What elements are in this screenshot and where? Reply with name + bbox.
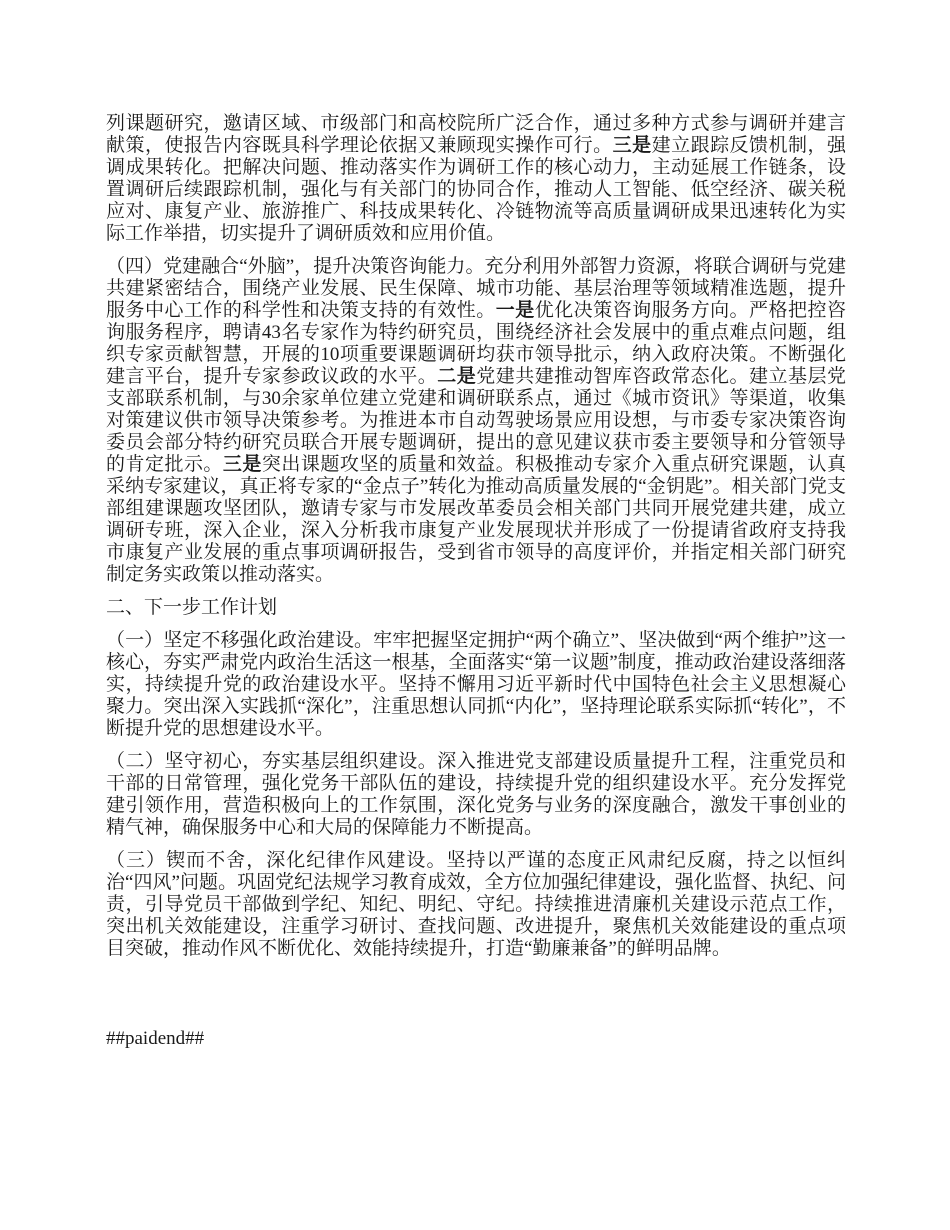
text-run: 党建共建推动智库咨政常态化。建立基层党支部联系机制，与30余家单位建立党建和调研联系点，通过《城市资讯》等渠道，收集对策建议供市领导决策参考。为推进本市自动驾驶场景应用设想，与市委专家决策咨询委员会部分特约研究员联合开展专题调研，提出的意见建议获市委主要领导和分管领导的肯定批示。 bbox=[106, 366, 846, 475]
bold-text-run: 二是 bbox=[437, 366, 477, 387]
text-run: 建立跟踪反馈机制，强调成果转化。把解决问题、推动落实作为调研工作的核心动力，主动延展工作链条，设置调研后续跟踪机制，强化与有关部门的协同合作，推动人工智能、低空经济、碳关税应对、康复产业、旅游推广、科技成果转化、冷链物流等高质量调研成果迅速转化为实际工作举措，切实提升了调研质效和应用价值。 bbox=[106, 135, 846, 244]
bold-text-run: 一是 bbox=[495, 300, 535, 321]
text-run: ##paidend## bbox=[106, 1028, 205, 1049]
text-run: （一）坚定不移强化政治建设。牢牢把握坚定拥护“两个确立”、坚决做到“两个维护”这一核心，夯实严肃党内政治生活这一根基，全面落实“第一议题”制度，推动政治建设落细落实，持续提升党的政治建设水平。坚持不懈用习近平新时代中国特色社会主义思想凝心聚力。突出深入实践抓“深化”，注重思想认同抓“内化”，坚持理论联系实际抓“转化”，不断提升党的思想建设水平。 bbox=[106, 630, 846, 739]
text-run: 列课题研究，邀请区域、市级部门和高校院所广泛合作，通过多种方式参与调研并建言献策，使报告内容既具科学理论依据又兼顾现实操作可行。 bbox=[106, 113, 846, 156]
paragraph-political-building bbox=[106, 630, 846, 740]
paragraph-discipline-building bbox=[106, 850, 846, 960]
text-run: 突出课题攻坚的质量和效益。积极推动专家介入重点研究课题，认真采纳专家建议，真正将专家的“金点子”转化为推动高质量发展的“金钥匙”。相关部门党支部组建课题攻坚团队，邀请专家与市发展改革委员会相关部门共同开展党建共建，成立调研专班，深入企业，深入分析我市康复产业发展现状并形成了一份提请省政府支持我市康复产业发展的重点事项调研报告，受到省市领导的高度评价，并指定相关部门研究制定务实政策以推动落实。 bbox=[106, 454, 846, 585]
text-run: （三）锲而不舍，深化纪律作风建设。坚持以严谨的态度正风肃纪反腐，持之以恒纠治“四风”问题。巩固党纪法规学习教育成效，全方位加强纪律建设，强化监督、执纪、问责，引导党员干部做到学纪、知纪、明纪、守纪。持续推进清廉机关建设示范点工作，突出机关效能建设，注重学习研讨、查找问题、改进提升，聚焦机关效能建设的重点项目突破，推动作风不断优化、效能持续提升，打造“勤廉兼备”的鲜明品牌。 bbox=[106, 850, 846, 959]
document-body bbox=[106, 113, 846, 1050]
paragraph-research-feedback bbox=[106, 113, 846, 245]
paragraph-party-building-consulting bbox=[106, 256, 846, 586]
bold-text-run: 三是 bbox=[612, 135, 652, 156]
end-marker bbox=[106, 1028, 846, 1050]
heading-next-step-plan bbox=[106, 597, 846, 619]
text-run: 优化决策咨询服务方向。严格把控咨询服务程序，聘请43名专家作为特约研究员，围绕经济社会发展中的重点难点问题，组织专家贡献智慧，开展的10项重要课题调研均获市领导批示，纳入政府决策。不断强化建言平台，提升专家参政议政的水平。 bbox=[106, 300, 846, 387]
text-run: （二）坚守初心，夯实基层组织建设。深入推进党支部建设质量提升工程，注重党员和干部的日常管理，强化党务干部队伍的建设，持续提升党的组织建设水平。充分发挥党建引领作用，营造积极向上的工作氛围，深化党务与业务的深度融合，激发干事创业的精气神，确保服务中心和大局的保障能力不断提高。 bbox=[106, 751, 846, 838]
bold-text-run: 三是 bbox=[222, 454, 262, 475]
paragraph-organization-building bbox=[106, 751, 846, 839]
text-run: 二、下一步工作计划 bbox=[106, 597, 278, 618]
text-run: （四）党建融合“外脑”，提升决策咨询能力。充分利用外部智力资源，将联合调研与党建共建紧密结合，围绕产业发展、民生保障、城市功能、基层治理等领域精准选题，提升服务中心工作的科学性和决策支持的有效性。 bbox=[106, 256, 846, 321]
